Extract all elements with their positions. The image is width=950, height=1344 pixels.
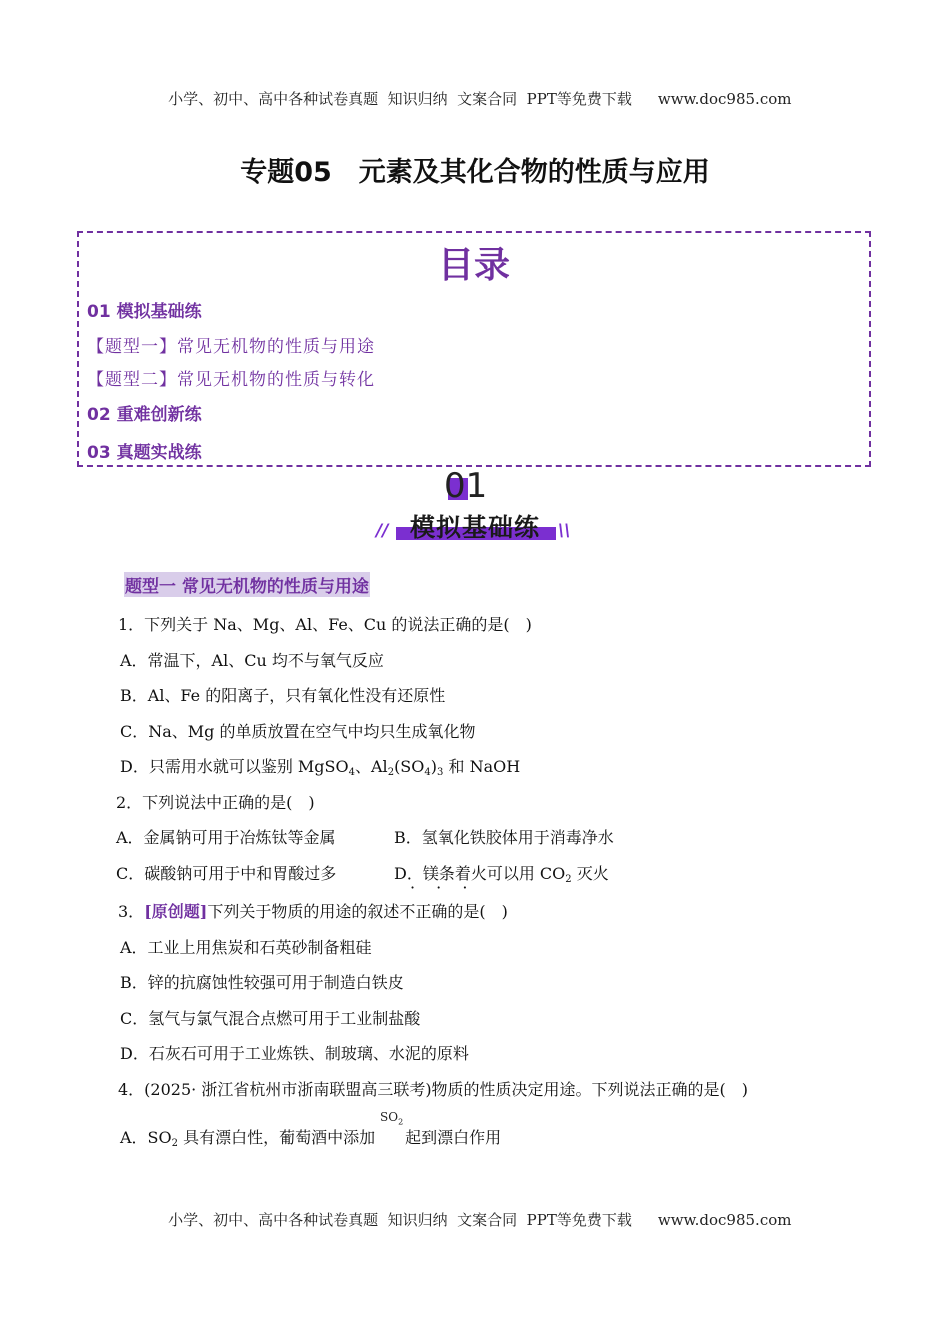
q3-stem: 3．[原创题]下列关于物质的用途的叙述不正确的是( ) <box>118 902 508 921</box>
q3-option-a: A．工业上用焦炭和石英砂制备粗硅 <box>120 938 372 957</box>
emphasis-dots: · · · <box>410 878 476 897</box>
table-of-contents <box>77 231 871 467</box>
q2-option-b: B．氢氧化铁胶体用于消毒净水 <box>394 828 614 847</box>
page-header <box>0 70 950 109</box>
q1-option-d: D．只需用水就可以鉴别 MgSO$_4$、$Al_2(SO_4)_3$ 和 NaOH <box>120 757 521 778</box>
toc-title: 目录 <box>437 245 510 286</box>
q2-option-c: C．碳酸钠可用于中和胃酸过多 <box>116 864 337 883</box>
q1-stem: 1．下列关于 Na、Mg、Al、Fe、Cu 的说法正确的是( ) <box>118 615 532 634</box>
header-url[interactable]: www.doc985.com <box>657 90 792 108</box>
q2-option-d: D．镁条着火可以用 $CO_2$ 灭火 <box>394 864 609 885</box>
q1-option-b: B．Al、Fe 的阳离子，只有氧化性没有还原性 <box>120 686 446 705</box>
toc-item-02[interactable]: 02 重难创新练 <box>87 405 202 425</box>
q3-option-c: C．氢气与氯气混合点燃可用于工业制盐酸 <box>120 1009 421 1028</box>
section-number: 01 <box>444 466 488 506</box>
type1-heading: 题型一 常见无机物的性质与用途 <box>124 572 370 597</box>
toc-item-01[interactable]: 01 模拟基础练 <box>87 302 202 322</box>
q4-stem: 4．(2025· 浙江省杭州市浙南联盟高三联考)物质的性质决定用途。下列说法正确的是( ) <box>118 1080 749 1099</box>
header-text: 小学、初中、高中各种试卷真题 知识归纳 文案合同 PPT等免费下载 <box>168 90 632 108</box>
section-name: 模拟基础练 <box>409 513 540 542</box>
so2-formula-image: $SO_2$ <box>380 1110 404 1127</box>
page-title: 专题05 元素及其化合物的性质与应用 <box>240 157 710 188</box>
q1-option-c: C．Na、Mg 的单质放置在空气中均只生成氧化物 <box>120 722 476 741</box>
page-footer <box>0 1191 950 1230</box>
footer-url[interactable]: www.doc985.com <box>657 1211 792 1229</box>
q1-option-a: A．常温下，Al、Cu 均不与氧气反应 <box>120 651 384 670</box>
decorative-slash-right: \\ <box>558 521 571 541</box>
decorative-slash-left: // <box>376 521 389 541</box>
q3-option-b: B．锌的抗腐蚀性较强可用于制造白铁皮 <box>120 973 404 992</box>
original-question-tag: [原创题] <box>144 902 208 921</box>
toc-item-type2[interactable]: 【题型二】常见无机物的性质与转化 <box>87 370 375 390</box>
q3-option-d: D．石灰石可用于工业炼铁、制玻璃、水泥的原料 <box>120 1044 469 1063</box>
footer-text: 小学、初中、高中各种试卷真题 知识归纳 文案合同 PPT等免费下载 <box>168 1211 632 1229</box>
q2-stem: 2．下列说法中正确的是( ) <box>116 793 315 812</box>
q4-option-a: A．$SO_2$ 具有漂白性，葡萄酒中添加 起到漂白作用 <box>120 1128 502 1149</box>
toc-item-03[interactable]: 03 真题实战练 <box>87 443 202 463</box>
q2-option-a: A．金属钠可用于冶炼钛等金属 <box>116 828 336 847</box>
toc-item-type1[interactable]: 【题型一】常见无机物的性质与用途 <box>87 337 375 357</box>
